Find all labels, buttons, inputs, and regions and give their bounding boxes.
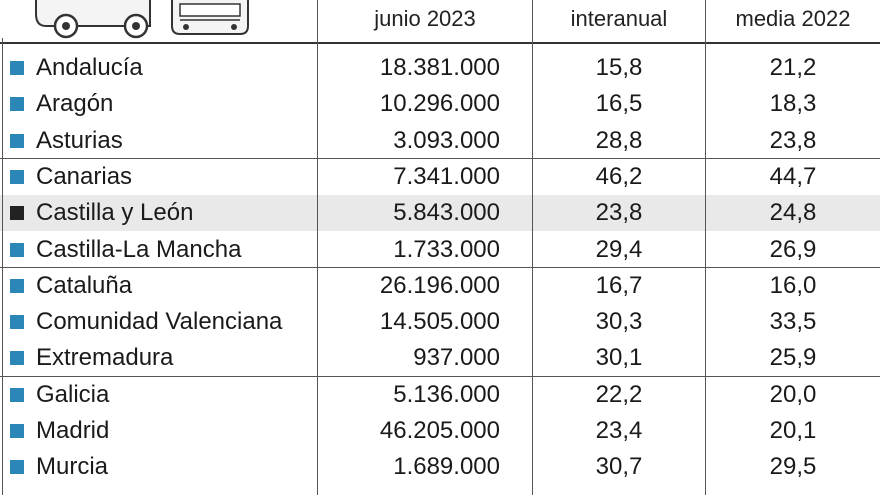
media-2022-value: 20,1: [769, 417, 817, 444]
media-2022-value: 29,5: [769, 453, 817, 481]
table-row: [0, 449, 880, 485]
square-bullet-icon: [10, 170, 24, 184]
region-name: Cataluña: [36, 271, 133, 299]
square-bullet-icon: [10, 388, 24, 402]
media-2022-value: 24,8: [769, 199, 817, 227]
interanual-value: 46,2: [595, 162, 643, 190]
region-name: Andalucía: [36, 54, 143, 81]
interanual-value: 22,2: [595, 380, 643, 408]
region-name: Comunidad Valenciana: [36, 308, 283, 336]
square-bullet-icon: [10, 279, 24, 293]
column-divider: [532, 0, 533, 495]
table-row: [0, 123, 880, 159]
region-name: Extremadura: [36, 344, 174, 372]
junio-2023-value: 26.196.000: [379, 271, 500, 299]
group-divider: [0, 267, 880, 268]
interanual-value: 15,8: [595, 54, 643, 81]
junio-2023-value: 1.733.000: [393, 235, 500, 263]
table-row: [0, 50, 880, 86]
square-bullet-icon: [10, 206, 24, 220]
interanual-value: 23,4: [595, 417, 643, 444]
junio-2023-value: 937.000: [413, 344, 500, 372]
junio-2023-value: 18.381.000: [379, 54, 500, 81]
junio-2023-value: 3.093.000: [393, 126, 500, 154]
table-row: [0, 340, 880, 376]
group-divider: [0, 376, 880, 377]
region-name: Galicia: [36, 380, 110, 408]
media-2022-value: 20,0: [769, 380, 817, 408]
interanual-value: 16,7: [595, 271, 643, 299]
media-2022-value: 33,5: [769, 308, 817, 336]
table-row: [0, 377, 880, 413]
junio-2023-value: 5.136.000: [393, 380, 500, 408]
media-2022-value: 26,9: [769, 235, 817, 263]
table-row: [0, 413, 880, 449]
square-bullet-icon: [10, 61, 24, 75]
media-2022-value: 21,2: [769, 54, 817, 81]
junio-2023-value: 7.341.000: [393, 162, 500, 190]
region-name: Castilla-La Mancha: [36, 235, 242, 263]
group-divider: [0, 158, 880, 159]
square-bullet-icon: [10, 315, 24, 329]
interanual-value: 29,4: [595, 235, 643, 263]
table-row: [0, 86, 880, 122]
header-junio-2023: junio 2023: [374, 6, 476, 31]
interanual-value: 23,8: [595, 199, 643, 227]
square-bullet-icon: [10, 460, 24, 474]
table-row: [0, 232, 880, 268]
square-bullet-icon: [10, 97, 24, 111]
junio-2023-value: 10.296.000: [379, 90, 500, 118]
region-name: Castilla y León: [36, 199, 194, 227]
header-interanual: interanual: [570, 6, 668, 31]
square-bullet-icon: [10, 243, 24, 257]
square-bullet-icon: [10, 134, 24, 148]
table-row: [0, 195, 880, 231]
junio-2023-value: 46.205.000: [379, 417, 500, 444]
region-name: Madrid: [36, 417, 110, 444]
table-row: [0, 159, 880, 195]
interanual-value: 28,8: [595, 126, 643, 154]
media-2022-value: 18,3: [769, 90, 817, 118]
interanual-value: 30,3: [595, 308, 643, 336]
square-bullet-icon: [10, 351, 24, 365]
junio-2023-value: 5.843.000: [393, 199, 500, 227]
media-2022-value: 44,7: [769, 162, 817, 190]
bus-icon: [0, 0, 300, 44]
media-2022-value: 16,0: [769, 271, 817, 299]
region-name: Canarias: [36, 162, 133, 190]
column-divider: [2, 38, 3, 495]
region-name: Murcia: [36, 453, 109, 481]
junio-2023-value: 14.505.000: [379, 308, 500, 336]
interanual-value: 16,5: [595, 90, 643, 118]
region-name: Asturias: [36, 126, 123, 154]
media-2022-value: 23,8: [769, 126, 817, 154]
junio-2023-value: 1.689.000: [393, 453, 500, 481]
column-divider: [705, 0, 706, 495]
interanual-value: 30,7: [595, 453, 643, 481]
table-row: [0, 304, 880, 340]
interanual-value: 30,1: [595, 344, 643, 372]
column-divider: [317, 0, 318, 495]
table-row: [0, 268, 880, 304]
region-name: Aragón: [36, 90, 114, 118]
square-bullet-icon: [10, 424, 24, 438]
media-2022-value: 25,9: [769, 344, 817, 372]
header-media-2022: media 2022: [735, 6, 851, 31]
header-divider: [0, 42, 880, 44]
